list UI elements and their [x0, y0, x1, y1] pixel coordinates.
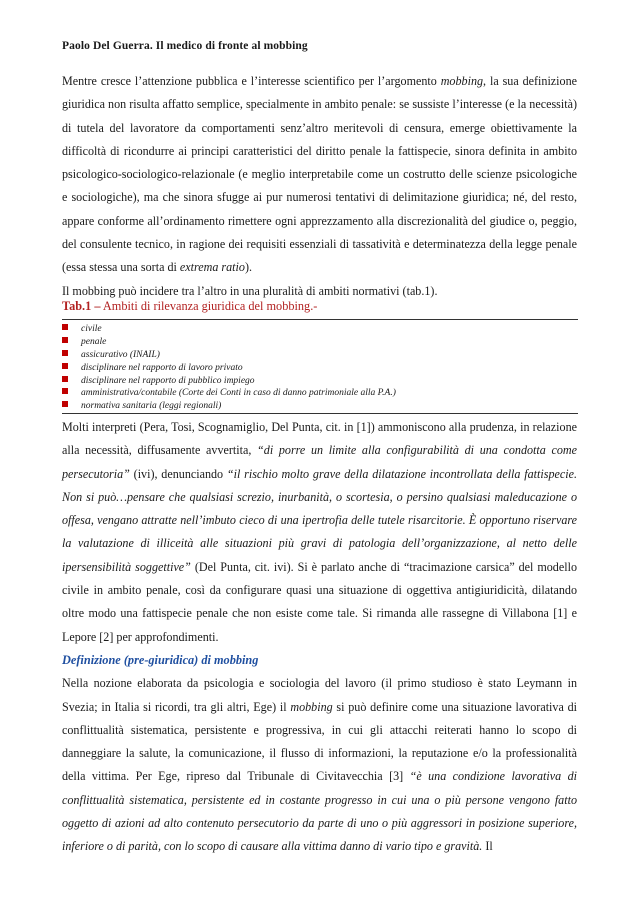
text-run: Mentre cresce l’attenzione pubblica e l’interesse scientifico per l’argomento: [62, 74, 441, 88]
square-bullet-icon: [62, 363, 68, 369]
intro-paragraph-2: Il mobbing può incidere tra l’altro in una pluralità di ambiti normativi (tab.1).: [62, 283, 438, 298]
text-run: (Del Punta, cit. ivi). Si è parlato anche di “tracimazione carsica” del modello civile in ambito penale, così da configurare quasi una situazione di oggettiva antigiuridicità, dilatando oltre modo una fattispecie penale che non esiste come tale. Si rimanda alle rassegne di Villabona [1] e Lepore [2] per approfondimenti.: [62, 559, 577, 644]
list-item-label: amministrativa/contabile (Corte dei Conti in caso di danno patrimoniale alla P.A.): [81, 388, 396, 399]
square-bullet-icon: [62, 324, 68, 330]
table-caption-text: Ambiti di rilevanza giuridica del mobbing.-: [100, 299, 318, 313]
list-item: [62, 387, 396, 400]
table-bottom-rule: [62, 413, 578, 414]
text-run: Molti interpreti (Pera, Tosi, Scognamiglio, Del Punta, cit. in [1]) ammoniscono alla prudenza, in relazione alla necessità, diffusamente avvertita,: [62, 420, 577, 458]
list-item: [62, 349, 396, 362]
emphasis-term: mobbing: [290, 699, 333, 714]
table-caption: [62, 299, 317, 314]
list-item-label: civile: [81, 324, 102, 334]
text-run: si può definire come una situazione lavorativa di conflittualità sistematica, persistente e progressiva, in cui gli attacchi reiterati hanno lo scopo di danneggiare la salute, la comunicazione, il flusso di informazioni, la reputazione e/o la professionalità della vittima. Per Ege, ripreso dal Tribunale di Civitavecchia [3]: [62, 699, 577, 784]
list-item-label: disciplinare nel rapporto di pubblico impiego: [81, 375, 255, 386]
body-paragraph: [62, 416, 577, 649]
legal-areas-list: [62, 323, 396, 413]
emphasis-term: extrema ratio: [179, 260, 245, 275]
emphasis-term: mobbing: [440, 74, 484, 88]
list-item: [62, 323, 396, 336]
list-item: [62, 362, 396, 375]
section-heading: Definizione (pre-giuridica) di mobbing: [62, 652, 259, 667]
quotation: “il rischio molto grave della dilatazione incontrollata della fattispecie. Non si può…pensare che qualsiasi screzio, inurbanità, o scortesia, o persino qualsiasi maleducazione o offesa, vengano attratte nell’imbuto cieco di una ipertrofia delle tutele risarcitorie. È opportuno riservare la valutazione di illiceità alle situazioni più gravi di patologia dell’organizzazione, al netto delle ipersensibilità soggettive”: [62, 466, 577, 574]
list-item-label: disciplinare nel rapporto di lavoro privato: [81, 362, 243, 373]
quotation: “è una condizione lavorativa di conflittualità sistematica, persistente ed in costante progresso in cui una o più persone vengono fatto oggetto di azioni ad alto contenuto persecutorio da parte di uno o più aggressori in posizione superiore, inferiore o di parità, con lo scopo di causare alla vittima danno di vario tipo e gravità.: [62, 769, 577, 854]
list-item: [62, 336, 396, 349]
text-run: Il: [482, 839, 493, 854]
main-body: [62, 416, 577, 859]
body-paragraph: [62, 672, 577, 858]
text-run: , la sua definizione giuridica non risulta affatto semplice, specialmente in ambito penale: se sussiste l’interesse (e la necessità) di tutela del lavoratore da comportamenti senz’altro meritevoli di censura, emerge obiettivamente la difficoltà di ricondurre ai principi caratteristici del diritto penale la fattispecie, sinora definita in ambito psicologico-sociologico-relazionale (e meglio interpretabile come un costrutto delle scienze psicologiche e sociologiche), ma che sinora sfugge ai pur numerosi tentativi di delimitazione giuridica; né, del resto, appare conforme all’ordinamento rimettere ogni apprezzamento alla discrezionalità del giudice o, peggio, del consulente tecnico, in ragione dei requisiti essenziali di tassatività e determinatezza della legge penale (essa stessa una sorta di: [62, 74, 577, 275]
list-item-label: assicurativo (INAIL): [81, 349, 160, 360]
list-item-label: penale: [81, 336, 107, 347]
list-item: [62, 400, 396, 413]
square-bullet-icon: [62, 388, 68, 394]
intro-section: [62, 70, 577, 303]
table-top-rule: [62, 319, 578, 320]
running-header: Paolo Del Guerra. Il medico di fronte al mobbing: [62, 40, 308, 52]
text-run: (ivi), denunciando: [129, 466, 227, 481]
square-bullet-icon: [62, 350, 68, 356]
square-bullet-icon: [62, 401, 68, 407]
quotation: “di porre un limite alla configurabilità di una condotta come persecutoria”: [62, 443, 578, 481]
list-item-label: normativa sanitaria (leggi regionali): [81, 401, 222, 412]
list-item: [62, 375, 396, 388]
square-bullet-icon: [62, 337, 68, 343]
text-run: ).: [244, 260, 252, 275]
table-label: Tab.1 –: [62, 299, 101, 313]
intro-paragraph: [62, 70, 577, 280]
square-bullet-icon: [62, 376, 68, 382]
text-run: Nella nozione elaborata da psicologia e sociologia del lavoro (il primo studioso è stato Leymann in Svezia; in Italia si ricordi, tra gli altri, Ege) il: [62, 676, 577, 714]
